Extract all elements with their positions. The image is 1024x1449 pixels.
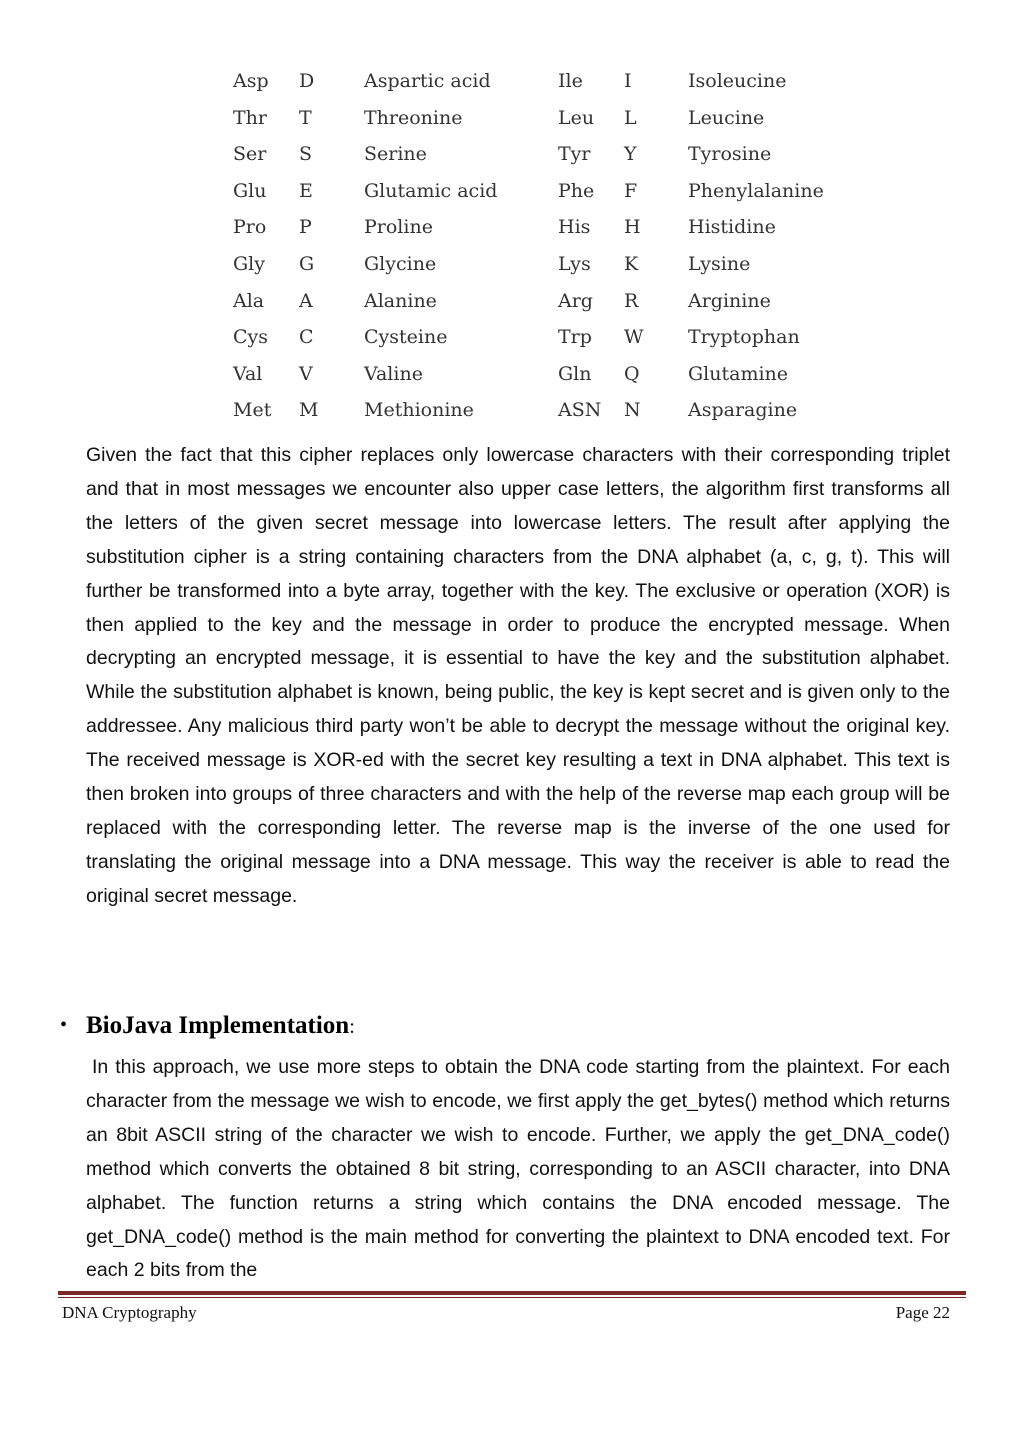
amino-abbr-cell: Trp — [558, 326, 592, 349]
amino-code-cell: T — [299, 106, 312, 129]
amino-name-cell: Valine — [364, 362, 423, 385]
amino-name-cell: Alanine — [364, 289, 437, 312]
amino-code-cell: H — [624, 216, 641, 239]
amino-code-cell: L — [624, 106, 637, 129]
footer-rule — [58, 1291, 966, 1295]
amino-name-cell: Aspartic acid — [364, 70, 491, 92]
amino-abbr-cell: Ser — [233, 143, 267, 166]
amino-name-cell: Glutamine — [688, 362, 789, 385]
amino-name-cell: Glycine — [364, 252, 437, 275]
amino-abbr-cell: Phe — [558, 179, 595, 202]
amino-name-cell: Lysine — [688, 252, 751, 275]
amino-name-cell: Tryptophan — [688, 326, 800, 349]
amino-abbr-cell: His — [558, 216, 591, 239]
amino-code-cell: S — [299, 143, 313, 166]
footer-title: DNA Cryptography — [62, 1303, 197, 1322]
amino-code-cell: A — [299, 289, 313, 312]
amino-name-cell: Asparagine — [688, 399, 798, 422]
amino-abbr-cell: Lys — [558, 252, 591, 275]
amino-name-cell: Phenylalanine — [688, 179, 824, 202]
amino-abbr-cell: Thr — [233, 106, 267, 129]
amino-name-cell: Methionine — [364, 399, 474, 422]
amino-abbr-cell: Tyr — [558, 143, 591, 166]
amino-name-cell: Threonine — [364, 106, 463, 129]
amino-abbr-cell: Gly — [233, 252, 265, 275]
footer-page-number: Page 22 — [895, 1303, 950, 1322]
amino-code-cell: W — [624, 326, 644, 349]
amino-name-cell: Leucine — [688, 106, 765, 129]
amino-name-cell: Histidine — [688, 216, 776, 239]
paragraph-biojava — [86, 1051, 950, 1288]
amino-code-cell: Y — [624, 143, 637, 166]
amino-code-cell: I — [624, 70, 632, 92]
bullet-icon: • — [60, 1014, 68, 1036]
amino-code-cell: P — [299, 216, 312, 239]
paragraph-biojava-text: In this approach, we use more steps to obtain the DNA code starting from the plaintext. For each character from the message we wish to encode, we first apply the get_bytes() method which returns an 8bit ASCII string of the character we wish to encode. Further, we apply the get_DNA_code() method which converts the obtained 8 bit string, corresponding to an ASCII character, into DNA alphabet. The function returns a string which contains the DNA encoded message. The get_DNA_code() method is the main method for converting the plaintext to DNA encoded text. For each 2 bits from the — [86, 1056, 950, 1282]
amino-name-cell: Tyrosine — [688, 143, 772, 166]
amino-abbr-cell: Leu — [558, 106, 595, 129]
amino-abbr-cell: Val — [233, 362, 263, 385]
amino-code-cell: C — [299, 326, 314, 349]
amino-name-cell: Proline — [364, 216, 433, 239]
paragraph-substitution-cipher: Given the fact that this cipher replaces only lowercase characters with their corresponding triplet and that in most messages we encounter also upper case letters, the algorithm first transforms all the letters of the given secret message into lowercase letters. The result after applying the substitution cipher is a string containing characters from the DNA alphabet (a, c, g, t). This will further be transformed into a byte array, together with the key. The exclusive or operation (XOR) is then applied to the key and the message in order to produce the encrypted message. When decrypting an encrypted message, it is essential to have the key and the substitution alphabet. While the substitution alphabet is known, being public, the key is kept secret and is given only to the addressee. Any malicious third party won’t be able to decrypt the message without the original key. The received message is XOR-ed with the secret key resulting a text in DNA alphabet. This text is then broken into groups of three characters and with the help of the reverse map each group will be replaced with the corresponding letter. The reverse map is the inverse of the one used for translating the original message into a DNA message. This way the receiver is able to read the original secret message. — [86, 444, 950, 907]
amino-code-cell: F — [624, 179, 638, 202]
section-title-colon: : — [349, 1016, 355, 1038]
amino-code-cell: V — [299, 362, 313, 385]
amino-name-cell: Arginine — [688, 289, 771, 312]
amino-code-cell: G — [299, 252, 315, 275]
amino-abbr-cell: Gln — [558, 362, 592, 385]
amino-abbr-cell: Ala — [233, 289, 265, 312]
amino-name-cell: Isoleucine — [688, 70, 787, 92]
amino-code-cell: Q — [624, 362, 640, 385]
amino-code-cell: M — [299, 399, 319, 422]
amino-abbr-cell: Glu — [233, 179, 267, 202]
amino-abbr-cell: Met — [233, 399, 272, 422]
amino-name-cell: Glutamic acid — [364, 179, 498, 202]
amino-abbr-cell: Cys — [233, 326, 269, 349]
amino-abbr-cell: Arg — [558, 289, 593, 312]
amino-code-cell: D — [299, 70, 315, 92]
amino-abbr-cell: Pro — [233, 216, 267, 239]
amino-abbr-cell: Ile — [558, 70, 583, 92]
amino-abbr-cell: ASN — [558, 399, 602, 422]
amino-code-cell: N — [624, 399, 641, 422]
amino-code-cell: R — [624, 289, 639, 312]
footer-rule-thin — [58, 1297, 966, 1298]
section-title: BioJava Implementation — [86, 1012, 350, 1039]
amino-name-cell: Cysteine — [364, 326, 448, 349]
section-heading — [60, 1012, 355, 1040]
amino-abbr-cell: Asp — [233, 70, 269, 92]
amino-name-cell: Serine — [364, 143, 427, 166]
amino-code-cell: K — [624, 252, 639, 275]
amino-code-cell: E — [299, 179, 313, 202]
